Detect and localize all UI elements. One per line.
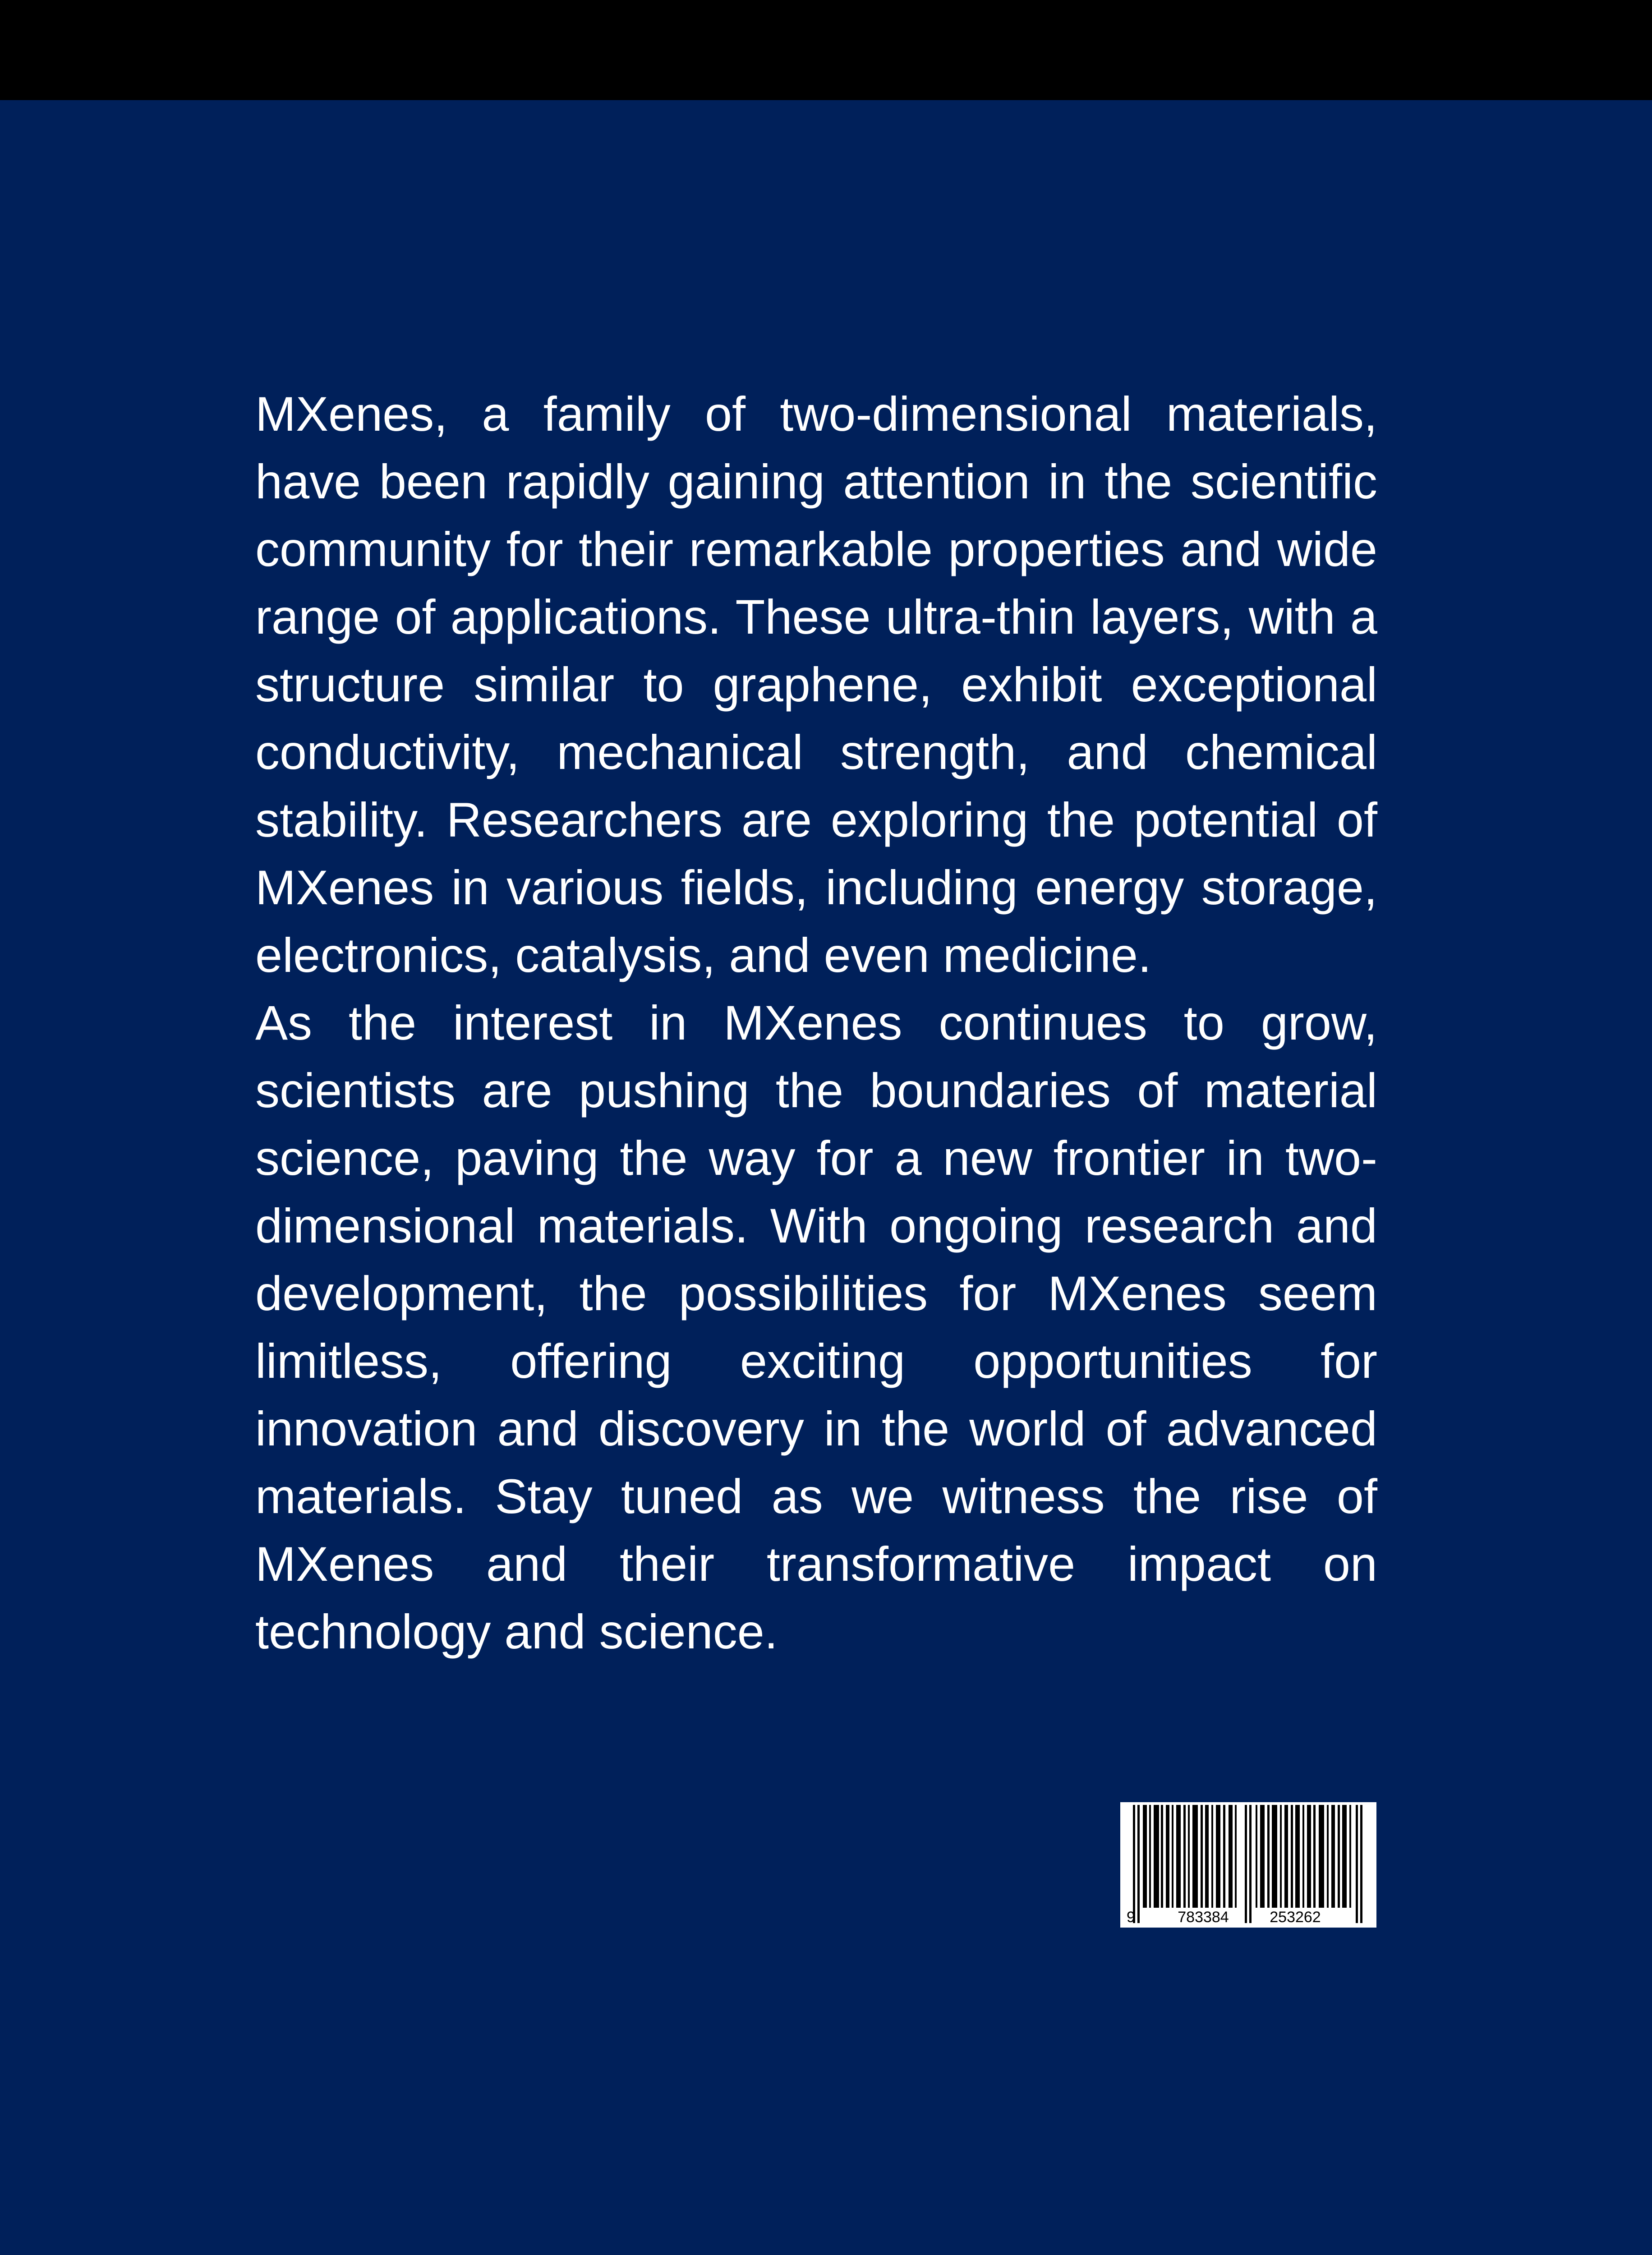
barcode-right-digits: 253262 (1270, 1909, 1321, 1926)
barcode-bars (1120, 1802, 1376, 1928)
isbn-barcode (1120, 1802, 1376, 1928)
blurb-text (255, 380, 1377, 1666)
blurb-paragraph-1: MXenes, a family of two-dimensional materials, have been rapidly gaining attention in the scientific community for their remarkable properties and wide range of applications. These ultra-thin layers, with a structure similar to graphene, exhibit exceptional conductivity, mechanical strength, and chemical stability. Researchers are exploring the potential of MXenes in various fields, including energy storage, electronics, catalysis, and even medicine. (255, 387, 1377, 982)
barcode-lead-digit: 9 (1127, 1909, 1135, 1926)
blurb-paragraph-2: As the interest in MXenes continues to grow, scientists are pushing the boundaries of material science, paving the way for a new frontier in two-dimensional materials. With ongoing research and development, the possibilities for MXenes seem limitless, offering exciting opportunities for innovation and discovery in the world of advanced materials. Stay tuned as we witness the rise of MXenes and their transformative impact on technology and science. (255, 995, 1377, 1659)
barcode-left-digits: 783384 (1178, 1909, 1229, 1926)
